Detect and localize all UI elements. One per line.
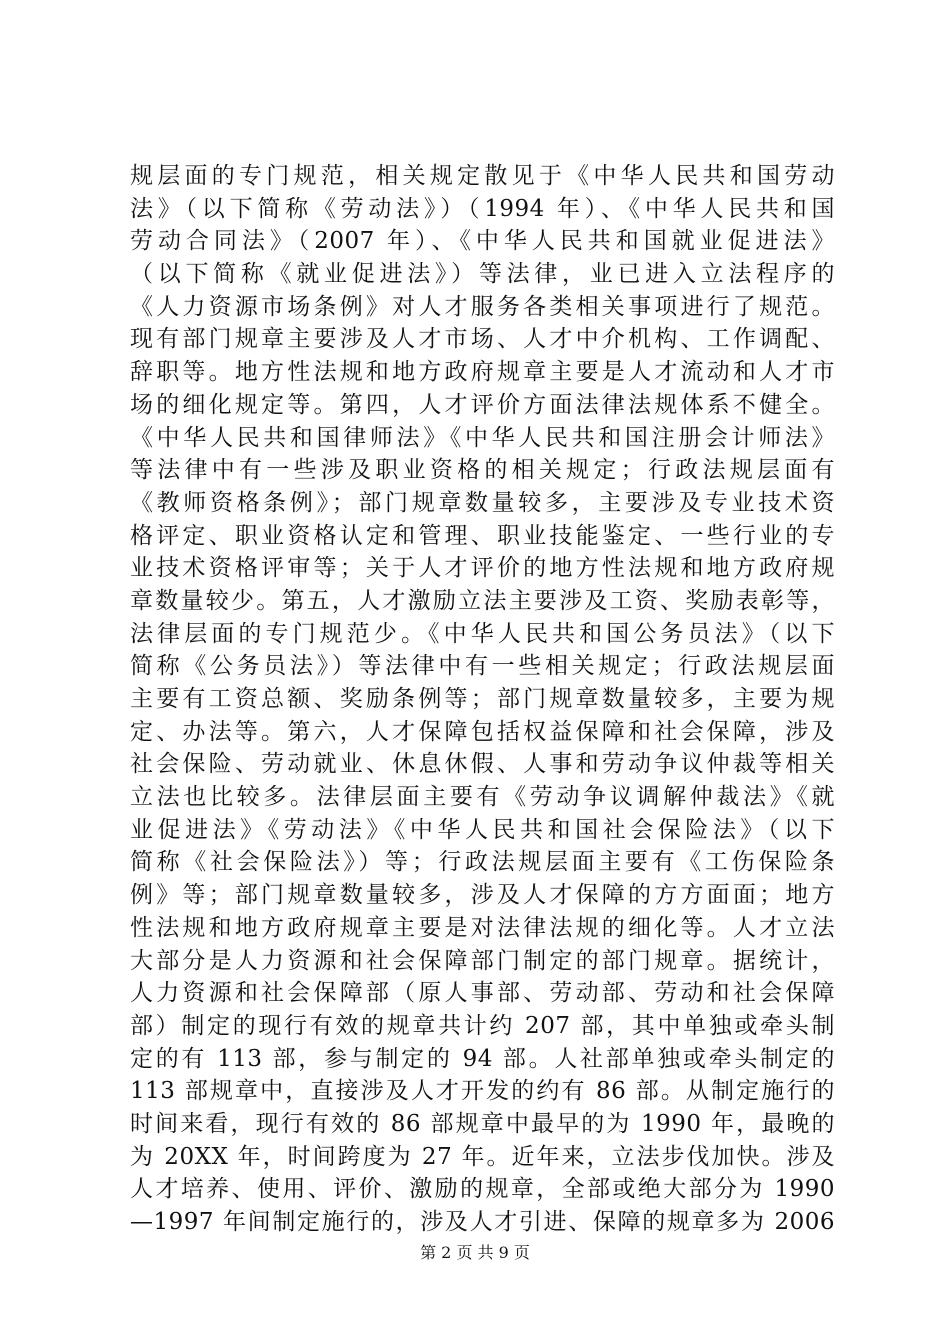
text-line: 定、办法等。第六，人才保障包括权益保障和社会保障，涉及	[130, 718, 835, 745]
text-line: 定的有 113 部，参与制定的 94 部。人社部单独或牵头制定的	[130, 1045, 835, 1072]
text-line: 为 20XX 年，时间跨度为 27 年。近年来，立法步伐加快。涉及	[130, 1143, 835, 1170]
text-line: 规层面的专门规范，相关规定散见于《中华人民共和国劳动	[130, 163, 835, 189]
text-line: 部）制定的现行有效的规章共计约 207 部，其中单独或牵头制	[130, 1012, 835, 1039]
text-line: 业技术资格评审等；关于人才评价的地方性法规和地方政府规	[130, 555, 835, 582]
text-line: 《教师资格条例》；部门规章数量较多，主要涉及专业技术资	[130, 489, 835, 516]
text-line: 主要有工资总额、奖励条例等；部门规章数量较多，主要为规	[130, 686, 835, 712]
text-line: 人力资源和社会保障部（原人事部、劳动部、劳动和社会保障	[130, 980, 835, 1007]
text-line: 时间来看，现行有效的 86 部规章中最早的为 1990 年，最晚的	[130, 1110, 835, 1137]
text-line: 例》等；部门规章数量较多，涉及人才保障的方方面面；地方	[130, 882, 835, 909]
text-line: 场的细化规定等。第四，人才评价方面法律法规体系不健全。	[130, 391, 835, 418]
text-line: 简称《社会保险法》）等；行政法规层面主要有《工伤保险条	[130, 849, 835, 876]
page-footer: 第 2 页 共 9 页	[420, 1243, 530, 1262]
text-line: 等法律中有一些涉及职业资格的相关规定；行政法规层面有	[130, 457, 835, 484]
body-text	[130, 160, 835, 1239]
text-line: 章数量较少。第五，人才激励立法主要涉及工资、奖励表彰等，	[130, 587, 835, 614]
text-line: 辞职等。地方性法规和地方政府规章主要是人才流动和人才市	[130, 359, 835, 386]
text-line: 性法规和地方政府规章主要是对法律法规的细化等。人才立法	[130, 914, 835, 941]
text-line: 法律层面的专门规范少。《中华人民共和国公务员法》（以下	[130, 620, 835, 647]
text-line: —1997 年间制定施行的，涉及人才引进、保障的规章多为 2006	[130, 1209, 835, 1235]
text-line: 《中华人民共和国律师法》《中华人民共和国注册会计师法》	[130, 424, 835, 451]
text-line: 人才培养、使用、评价、激励的规章，全部或绝大部分为 1990	[130, 1176, 835, 1203]
text-line: 113 部规章中，直接涉及人才开发的约有 86 部。从制定施行的	[130, 1078, 835, 1105]
text-line: 劳动合同法》（2007 年）、《中华人民共和国就业促进法》	[130, 228, 835, 255]
text-line: 现有部门规章主要涉及人才市场、人才中介机构、工作调配、	[130, 326, 835, 353]
text-line: （以下简称《就业促进法》）等法律，业已进入立法程序的	[130, 261, 835, 288]
text-line: 《人力资源市场条例》对人才服务各类相关事项进行了规范。	[130, 293, 835, 320]
text-line: 格评定、职业资格认定和管理、职业技能鉴定、一些行业的专	[130, 522, 835, 549]
text-line: 立法也比较多。法律层面主要有《劳动争议调解仲裁法》《就	[130, 784, 835, 811]
text-line: 法》（以下简称《劳动法》）（1994 年）、《中华人民共和国	[130, 195, 835, 222]
text-line: 简称《公务员法》）等法律中有一些相关规定；行政法规层面	[130, 653, 835, 680]
text-line: 大部分是人力资源和社会保障部门制定的部门规章。据统计，	[130, 947, 835, 974]
text-line: 社会保险、劳动就业、休息休假、人事和劳动争议仲裁等相关	[130, 751, 835, 778]
text-line: 业促进法》《劳动法》《中华人民共和国社会保险法》（以下	[130, 816, 835, 843]
